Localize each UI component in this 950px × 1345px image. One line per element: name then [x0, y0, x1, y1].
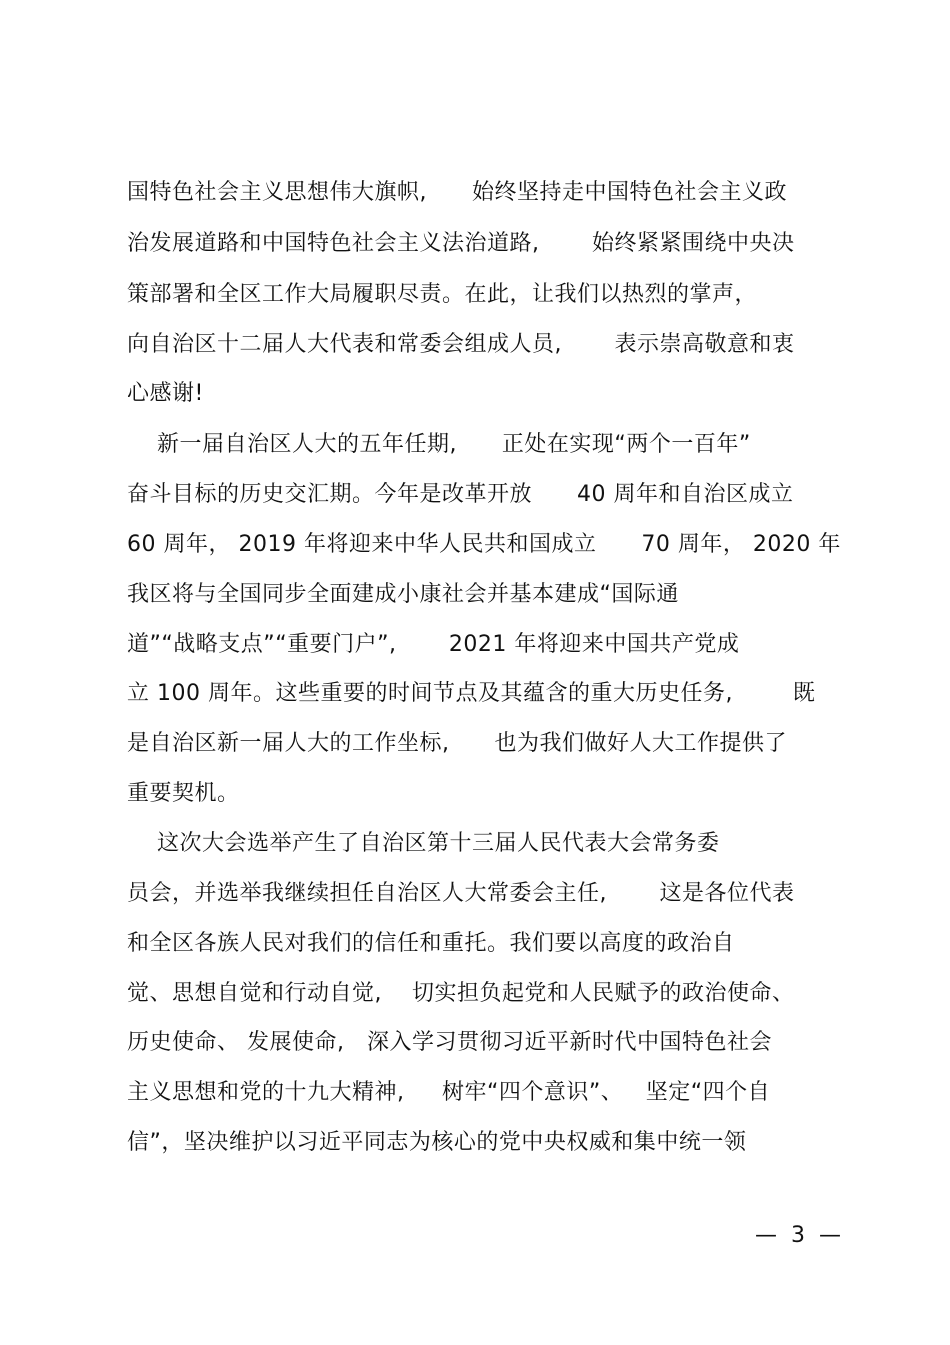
- page-number: — 3 —: [755, 1223, 841, 1248]
- text-line: 员会，并选举我继续担任自治区人大常委会主任, 这是各位代表: [127, 881, 795, 906]
- text-line: 信”，坚决维护以习近平同志为核心的党中央权威和集中统一领: [127, 1130, 747, 1155]
- text-line: 奋斗目标的历史交汇期。今年是改革开放 40 周年和自治区成立: [127, 482, 794, 507]
- text-line: 重要契机。: [127, 781, 240, 806]
- text-line: 和全区各族人民对我们的信任和重托。我们要以高度的政治自: [127, 931, 735, 956]
- text-line: 历史使命、 发展使命, 深入学习贯彻习近平新时代中国特色社会: [127, 1030, 772, 1055]
- text-line: 策部署和全区工作大局履职尽责。在此，让我们以热烈的掌声，: [127, 282, 758, 307]
- text-line: 道”“战略支点”“重要门户”, 2021 年将迎来中国共产党成: [127, 632, 740, 657]
- text-line: 新一届自治区人大的五年任期, 正处在实现“两个一百年”: [127, 432, 751, 457]
- text-line: 立 100 周年。这些重要的时间节点及其蕴含的重大历史任务, 既: [127, 681, 816, 706]
- text-line: 心感谢!: [127, 381, 204, 406]
- text-line: 我区将与全国同步全面建成小康社会并基本建成“国际通: [127, 582, 679, 607]
- text-line: 觉、思想自觉和行动自觉, 切实担负起党和人民赋予的政治使命、: [127, 981, 795, 1006]
- text-line: 国特色社会主义思想伟大旗帜, 始终坚持走中国特色社会主义政: [127, 180, 787, 205]
- text-line: 向自治区十二届人大代表和常委会组成人员, 表示崇高敬意和衷: [127, 332, 795, 357]
- text-line: 这次大会选举产生了自治区第十三届人民代表大会常务委: [127, 831, 720, 856]
- text-line: 治发展道路和中国特色社会主义法治道路, 始终紧紧围绕中央决: [127, 231, 795, 256]
- text-line: 是自治区新一届人大的工作坐标, 也为我们做好人大工作提供了: [127, 731, 787, 756]
- text-line: 60 周年， 2019 年将迎来中华人民共和国成立 70 周年， 2020 年: [127, 532, 841, 557]
- text-line: 主义思想和党的十九大精神, 树牢“四个意识”、 坚定“四个自: [127, 1080, 771, 1105]
